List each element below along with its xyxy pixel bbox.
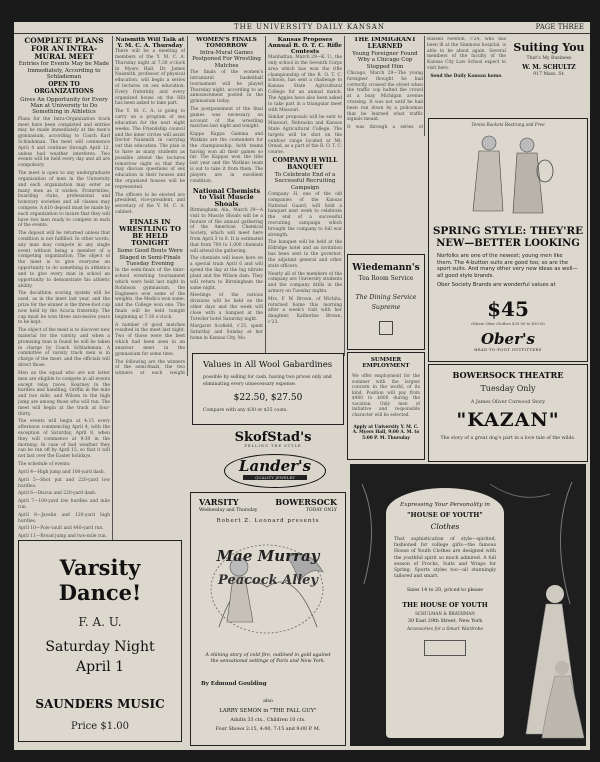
paragraph: Company H, one of the old companies of the Kansas National Guard, will hold a banquet next week to celebrate the end of a successful recruiting campaign which brought the company to full war strength. — [268, 191, 342, 238]
show-days: TODAY ONLY — [305, 508, 337, 513]
obers-spring-style-ad — [428, 118, 588, 362]
headline: FINALS IN WRESTLING TO BE HELD TONIGHT — [119, 217, 181, 248]
show-days: Wednesday and Thursday — [199, 508, 258, 513]
store-tagline: QUALITY JEWELRY — [243, 475, 307, 480]
paragraph: Birmingham, Ala., March 29—A visit to Muscle Shoals will be a feature of the annual gathering of the American Chemical Society, which will meet here from April 3 to 8. It is estimated that from 700 to 1,000 chemists will attend the gathering. — [190, 207, 263, 254]
summer-employment-ad — [347, 352, 425, 460]
schultz-ad — [510, 37, 588, 117]
theater-name: VARSITY — [199, 497, 239, 507]
ad-text: That's My Business — [526, 56, 572, 61]
store-line: Supreme — [371, 304, 401, 311]
paragraph: Chicago, March 29—The young foreigner thought he had correctly crossed the street when the traffic cop halted the crowd at a busy Michigan avenue crossing. It was not until he had been run down by a policeman that he learned what traffic signals meant. — [347, 70, 423, 123]
paragraph: April 7—100-yard low hurdles and mile run. — [18, 499, 110, 510]
ad-title: Suiting You — [513, 41, 585, 54]
column-5-story — [347, 37, 423, 129]
ad-lead: Expressing Your Personality in — [400, 502, 490, 508]
theater-name: BOWERSOCK THEATRE — [452, 370, 564, 380]
varsity-bowersock-movie-ad — [190, 492, 346, 746]
store-address: 30 East 29th Street, New York — [407, 619, 483, 625]
deck: To Celebrate End of a Successful Recruiting Campaign — [274, 172, 336, 191]
presenter: Robert Z. Leonard presents — [216, 518, 320, 524]
deck: Some Good Bouts Were Staged in Semi-Finals Tuesday Evening — [117, 248, 183, 268]
store-name: THE HOUSE OF YOUTH — [402, 601, 488, 610]
column-3-stories — [190, 37, 263, 369]
dance-price: Price $1.00 — [70, 721, 130, 732]
film-blurb: The story of a great dog's part in a love tale of the wilds. — [440, 436, 576, 441]
paragraph: Similar proposals will be sent to Missouri, Nebraska and Kansas State Agricultural College. The targets will be shot on the outdoor range located at Mt. Oread, as a part of the R. O. T. C. course. — [268, 115, 342, 156]
column-rule — [424, 36, 425, 136]
star-name: Mae Murray — [216, 547, 320, 565]
ad-headline: NEW—BETTER LOOKING — [436, 238, 580, 249]
column-rule — [265, 36, 266, 376]
column-1-story — [18, 37, 110, 543]
film-title: "KAZAN" — [456, 409, 560, 431]
paragraph: April 4—High jump and 100-yard dash. — [18, 469, 106, 475]
store-name: Wiedemann's — [352, 263, 420, 273]
film-presents: A James Oliver Curwood Story — [470, 400, 546, 405]
deck: Intra-Mural Games Postponed For Wrestling Matches — [192, 50, 261, 69]
paragraph: Margaret Scofield, c'25, spent Saturday and Sunday at her home in Kansas City, Mo. — [190, 324, 263, 342]
ad-tagline: Ober Society Brands are wonderful values at — [437, 282, 556, 288]
paragraph: The finals of the women's intramural basketball tournament will be played Thursday night, according to an announcement posted in the gymnasium today. — [190, 70, 263, 105]
page-number: PAGE THREE — [535, 23, 584, 31]
ad-brand: "HOUSE OF YOUTH" — [407, 511, 483, 519]
deck: Young Foreigner Found Why a Chicago Cop Stopped Him — [352, 51, 418, 70]
paragraph: April 8—Javelin and 120-yard high hurdles. — [18, 512, 110, 524]
paragraph: The banquet will be held at the Eldridge hotel and an invitation has been sent to the governor, the adjutant general and other state officers. — [268, 240, 342, 269]
paragraph: The Y. M. C. A. is going to carry on a program of sex education for the next eight weeks. The Friendship council and the inner circles will assist Doctor Naismith in carrying out this education. The plan is to have as many students as possible attend the lectures tomorrow night so that they may discuss questions of sex education in their houses and the organized houses will be represented. — [115, 109, 185, 190]
landers-logo — [224, 454, 326, 488]
paragraph: Send the Daily Kansan home. — [430, 73, 503, 79]
paragraph: The chemists will leave here on a special train April 6 and will spend the day at the big nitrate plant and the Wilson dam. They will return to Birmingham the same night. — [190, 256, 263, 291]
ad-note: Others Ober Clothes $35.00 to $50.00 — [471, 321, 545, 326]
paragraph: There will be a meeting of members of the Y. M. C. A. Thursday night at 7:30 o'clock in Myers Hall. Dr. James Naismith, professor of physical education, will begin a series of lectures on sex education. Every fraternity and every organized house on the Hill has been asked to take part. — [115, 49, 185, 107]
column-6-briefs — [427, 37, 506, 85]
paragraph: April 6—Discus and 220-yard dash. — [18, 491, 97, 497]
headline: National Chemists to Visit Muscle Shoals — [192, 186, 261, 209]
dance-title: Varsity Dance! — [58, 555, 142, 605]
paragraph: Kappa Kappa Gamma and Watkins are the contenders for the championship, both teams having won all their games so far. The Kappas won the title last year and the Watkins team is out to take it from them. The players are in excellent condition. — [190, 132, 263, 184]
second-feature: LARRY SEMON in "THE FALL GUY" — [219, 708, 317, 714]
store-line: The Dining Service — [355, 294, 417, 301]
ad-price: $45 — [487, 297, 529, 321]
ad-sizes: Sizes 14 to 20, priced to please — [406, 588, 484, 594]
column-rule — [344, 36, 345, 356]
paragraph: Russell Newton, c'24, who has been ill at the Simmons hospital, is able to be about again. Several members of the faculty of the Kansas City Law School expect to visit here. — [427, 37, 506, 72]
ad-prices: $22.50, $27.50 — [233, 393, 303, 403]
paragraph: A number of good matches resulted in the meet last night. Two of those were the best which had been seen in an amateur meet in the gymnasium for some time. — [115, 322, 185, 357]
masthead-title: THE UNIVERSITY DAILY KANSAN — [234, 23, 385, 31]
illustration-caption: Tennis Rackets Restrung and Free — [471, 122, 545, 127]
ad-text: Compare with any $30 or $35 coats. — [203, 408, 288, 413]
store-subtitle: SCHULMAN & BRATHMAN — [415, 611, 475, 617]
ad-headline: SPRING STYLE: THEY'RE — [432, 225, 584, 237]
headline: COMPANY H WILL BANQUET — [272, 157, 338, 171]
varsity-dance-ad — [18, 540, 182, 742]
ad-panel — [386, 488, 504, 738]
column-2-stories — [115, 37, 185, 375]
show-day: Tuesday Only — [480, 384, 536, 393]
paragraph: April 11—Broad jump and two-mile run. — [18, 534, 108, 540]
paragraph: April 10—Pole vault and 440-yard run. — [18, 526, 104, 532]
paragraph: The events will begin at 4:15 every afternoon commencing April 4, with the exception of Saturday, April 8, when they will commence at 9:30 in the morning. In case of bad weather they can be run off by April 15, so that it will not last over the Easter holidays. — [18, 419, 110, 460]
paragraph: The officers to be elected are president, vice-president, and secretary of the Y. M. C. A. cabinet. — [115, 192, 185, 216]
bowersock-kazan-ad — [428, 364, 588, 462]
paragraph: Plans for the Intra-Organization track meet have been completed and entries may be made immediately at the men's gymnasium, according to Coach Karl Schlademan. The meet will commence April 4 and continue through April 12, unless bad weather interferes. Two events will be held every day and all are compulsory. — [18, 116, 110, 169]
headline: Naismith Will Talk at Y. M. C. A. Thursday — [115, 37, 185, 50]
subhead: OPEN TO ORGANIZATIONS — [34, 81, 94, 95]
gabardines-ad — [192, 353, 344, 425]
paragraph: The following are the winners of the semi-finals, the two winners at each weight — [115, 359, 185, 375]
paragraph: Men on the squad who are not letter men are eligible to compete in all events except relay races. Kearney in the hurdles and handling, Griffin in the mile and two mile, and Wilson in the high jump are among those who will run. The meet will begin at the track at four-thirty. — [18, 370, 110, 417]
paragraph: April 5—Shot put and 220-yard low hurdles. — [18, 477, 110, 489]
film-title: Peacock Alley — [218, 573, 318, 588]
show-times: Four Shows 2:15, 4:00, 7:15 and 9:00 P. M. — [215, 727, 321, 732]
ad-body: That sophistication of style—spirited, fashioned for college girls—the famous House of Youth Clothes are designed with the youthful spirit so much admired. A full season of Frocks, Suits and Wraps for Spring. Sports styles too—all stunningly tailored and smart. — [394, 537, 496, 580]
store-name: Lander's — [238, 457, 312, 475]
paragraph: The meet is open to any undergraduate organization of men in the University and each organization may enter as many men as it wishes. Fraternities, boarding clubs, professional and honorary societies and all classes may compete. A $10 deposit must be made by each organization to insure that they will have two men ready to compete in each of the events. — [18, 171, 110, 229]
paragraph: The schedule of events: — [18, 462, 71, 468]
film-blurb: A shining story of cold fire, outlined in gold against the sensational settings of Paris and New York. — [205, 653, 331, 665]
apply-info: Apply at University Y. M. C. A. Myers Hall, 9:00 A. M. to 5:00 P. M. Thursday — [352, 424, 420, 441]
film-author: By Edmund Goulding — [201, 681, 267, 687]
ad-title: SUMMER EMPLOYMENT — [362, 357, 410, 369]
paragraph: Mrs. F. W. Brown, of Wichita, returned home this morning after a week's visit with her daughter, Katherine Brown, c'23. — [268, 296, 342, 326]
also-label: also — [263, 699, 273, 704]
headline: Kansas Proposes Annual R. O. T. C. Rifle Contests — [268, 37, 342, 56]
ad-clothes-label: Clothes — [430, 522, 460, 531]
ad-body: Norfolks are one of the newest; young men like them. The 4-button suits are good too; so are the sport suits. And many other very new ideas as well—all good style brands. — [437, 253, 578, 279]
paragraph: The postponement of the final games was necessary on account of the wrestling matches last night and tonight. — [190, 106, 263, 130]
paragraph: In the semi-finals of the inter-school wrestling tournament which were held last night in Robinson gymnasium, the Engineers won some of the weights, the Medics won some, and the College won one. The finals will be held tonight beginning at 7:30 o'clock. — [115, 268, 185, 320]
house-of-youth-ad — [350, 464, 586, 746]
ad-text: possible by selling for cash, having two prices only and — [203, 375, 332, 380]
men-illustration — [457, 131, 557, 221]
column-rule — [187, 36, 188, 376]
store-label-icon — [424, 640, 466, 656]
dance-music: SAUNDERS MUSIC — [35, 697, 165, 711]
deck: Entries for Events May be Made Immediately, According to Schlademan — [18, 61, 110, 80]
dance-org: F. A. U. — [78, 615, 122, 629]
headline: THE IMMIGRANT LEARNED — [353, 37, 417, 50]
wiedemanns-ad — [347, 254, 425, 350]
store-subtitle: HEAD-TO-FOOT OUTFITTERS — [474, 348, 542, 352]
paragraph: The decathlon scoring system will be used, as in the meet last year, and the prize for the winner is the three-foot cup now held by the Acacia fraternity. The cup must be won three successive years to be kept. — [18, 291, 110, 326]
store-name: Ober's — [480, 330, 536, 348]
dance-day: Saturday Night — [45, 639, 155, 655]
ad-address: 917 Mass. St. — [533, 72, 565, 77]
column-rule — [112, 36, 113, 544]
store-note: Accessories for a Smart Wardrobe — [406, 627, 484, 633]
paragraph: The object of the meet is to discover new material for the varsity, and when a promising man is found he will be taken in charge by Coach Schlademan. A committee of varsity track men is in charge of the meet, and the officials will direct those. — [18, 328, 110, 369]
skofstads-logo — [228, 431, 318, 449]
ad-text: eliminating every unnecessary expense. — [203, 382, 297, 387]
store-name: SkofStad's — [234, 430, 312, 445]
store-subtitle: Tea Room Service — [358, 275, 414, 282]
newspaper-page — [14, 22, 590, 750]
column-4-stories — [268, 37, 342, 355]
ad-body: We offer employment for the summer with the largest concern in the world, of its kind. Position will pay from $400 to $800 during the vacation. Only men of initiative and responsible character will be selected. — [352, 374, 420, 419]
dance-date: April 1 — [75, 659, 125, 675]
headline: WOMEN'S FINALS TOMORROW — [196, 37, 257, 50]
page-header — [14, 22, 590, 34]
admission: Adults 33 cts., Children 10 cts. — [230, 718, 306, 723]
ad-title: Values in All Wool Gabardines — [203, 360, 333, 370]
paragraph: It was through a series of — [347, 125, 423, 129]
ad-name: W. M. SCHULTZ — [522, 64, 576, 71]
paragraph: Manhattan, March 29—K. U., the only school in the Seventh Corps area which has won the rifle championship of the R. O. T. C. schools, has sent a challenge to Kansas State Agricultural College for an annual match. The Aggies have also been asked to take part in a triangular meet with Missouri. — [268, 55, 342, 113]
store-emblem-icon — [379, 321, 393, 335]
deck: Gives An Opportunity for Every Man at University to Do Something in Athletics — [20, 96, 108, 116]
headline: COMPLETE PLANS FOR AN INTRA-MURAL MEET — [24, 37, 104, 61]
paragraph: Nearly all of the members of the company are University students and the company drills in the armory on Tuesday nights. — [268, 271, 342, 294]
paragraph: Meetings of the various divisions will be held on the other days and the week will close with a banquet at the Tutwiler hotel Saturday night. — [190, 293, 263, 322]
paragraph: The deposit will be returned unless that condition is not fulfilled. In other words, any man may compete in any single event without being a member of a competing organization. The object of the meet is to give everyone an opportunity to do something in athletics and to give every man in school an opportunity to demonstrate his athletic ability. — [18, 231, 110, 289]
theater-name: BOWERSOCK — [275, 497, 337, 507]
store-tagline: FELLING THE STYLE — [244, 444, 302, 448]
